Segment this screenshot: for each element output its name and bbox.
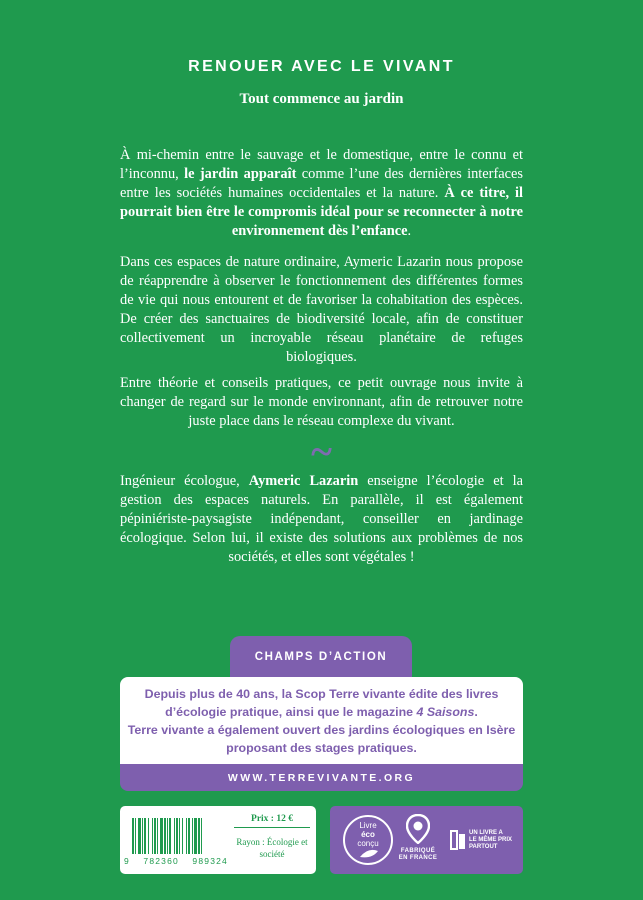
barcode-bar xyxy=(176,818,178,854)
barcode-bar xyxy=(179,818,180,854)
bio-text-c: enseigne l’écologie et la gestion des espaces naturels. En parallèle, il est également pépiniériste-paysagiste indépendant, conseiller en jardinage écologique. Selon lui, il existe des solutions aux problèmes de nos sociétés, et elles sont végétales ! xyxy=(120,473,524,565)
location-pin-icon xyxy=(406,814,430,844)
barcode-bar xyxy=(198,818,200,854)
barcode-bar xyxy=(167,818,168,854)
fabrique-line-2: EN FRANCE xyxy=(398,855,438,861)
barcode-bar xyxy=(192,818,193,854)
author-bio xyxy=(120,472,523,567)
isbn-first: 9 xyxy=(124,856,130,866)
tilde-separator: ~ xyxy=(311,429,332,474)
page-subtitle: Tout commence au jardin xyxy=(239,91,404,107)
barcode-bar xyxy=(157,818,158,854)
fabrique-line-1: FABRIQUÉ xyxy=(400,848,436,854)
intro-text-a: À mi-chemin entre le sauvage et le domestique, entre le connu et l’inconnu, xyxy=(120,147,523,182)
intro-text-bold: le jardin apparaît xyxy=(184,166,297,182)
barcode-bar xyxy=(201,818,202,854)
intro-text-bold-2: À ce titre, il pourrait bien être le compromis idéal pour se reconnecter à notre environnement dès l’enfance xyxy=(120,185,523,239)
publisher-text-a: Depuis plus de 40 ans, la Scop Terre vivante édite des livres d’écologie pratique, ainsi que le magazine xyxy=(144,687,499,719)
magazine-name: 4 Saisons xyxy=(416,705,475,719)
barcode-box xyxy=(120,806,316,874)
author-name: Aymeric Lazarin xyxy=(248,473,359,489)
barcode-bar xyxy=(132,818,134,854)
barcode-bar xyxy=(186,818,187,854)
summary-paragraph: Entre théorie et conseils pratiques, ce petit ouvrage nous invite à changer de regard sur le monde environnant, afin de retrouver notre juste place dans le réseau complexe du vivant. xyxy=(120,375,523,429)
barcode-bar xyxy=(138,818,141,854)
barcode-bar xyxy=(194,818,197,854)
prix-unique-line-3: PARTOUT xyxy=(469,844,498,850)
barcode-bar xyxy=(164,818,166,854)
prix-unique-label xyxy=(469,830,519,851)
publisher-text-b: . xyxy=(474,705,478,719)
isbn-number xyxy=(124,856,228,866)
barcode-bar xyxy=(154,818,156,854)
intro-text-end: . xyxy=(407,223,412,239)
barcode-icon xyxy=(132,818,222,854)
rayon-label: Rayon : Écologie et société xyxy=(236,837,308,859)
book-icon xyxy=(450,830,466,850)
price-label: Prix : 12 € xyxy=(234,814,310,828)
barcode-bar xyxy=(174,818,175,854)
prix-unique-line-2: LE MÊME PRIX xyxy=(469,837,513,843)
barcode-bar xyxy=(135,818,136,854)
prix-unique-line-1: UN LIVRE A xyxy=(469,830,503,836)
isbn-group-1: 782360 xyxy=(143,856,179,866)
publisher-text xyxy=(120,685,523,757)
bio-text-a: Ingénieur écologue, xyxy=(120,473,249,489)
publisher-text-c: Terre vivante a également ouvert des jardins écologiques en Isère proposant des stages pratiques. xyxy=(127,723,516,755)
page-title: RENOUER AVEC LE VIVANT xyxy=(188,58,455,75)
eco-line-1: Livre xyxy=(359,821,377,830)
champs-action-tab: CHAMPS D’ACTION xyxy=(230,636,412,677)
barcode-bar xyxy=(142,818,143,854)
fabrique-en-france-label xyxy=(396,848,440,862)
barcode-bar xyxy=(148,818,149,854)
intro-paragraph xyxy=(120,146,523,241)
barcode-bar xyxy=(144,818,146,854)
barcode-bar xyxy=(160,818,163,854)
isbn-group-2: 989324 xyxy=(192,856,228,866)
description-paragraph: Dans ces espaces de nature ordinaire, Aymeric Lazarin nous propose de réapprendre à observer le fonctionnement des différentes formes de vie qui nous entourent et de favoriser la cohabitation des espèces. De créer des sanctuaires de biodiversité locale, afin de constituer collectivement un incroyable réseau planétaire de refuges biologiques. xyxy=(120,254,523,365)
eco-line-2: éco xyxy=(361,830,375,839)
barcode-bar xyxy=(182,818,183,854)
barcode-bar xyxy=(188,818,190,854)
barcode-bar xyxy=(152,818,153,854)
eco-line-3: conçu xyxy=(357,839,379,848)
eco-design-label xyxy=(342,821,394,848)
barcode-bar xyxy=(169,818,171,854)
labels-box xyxy=(330,806,523,874)
intro-text-c: comme l’une des dernières interfaces entre les sociétés humaines occidentales et la nature. xyxy=(120,166,524,201)
publisher-url[interactable]: WWW.TERREVIVANTE.ORG xyxy=(120,764,523,791)
